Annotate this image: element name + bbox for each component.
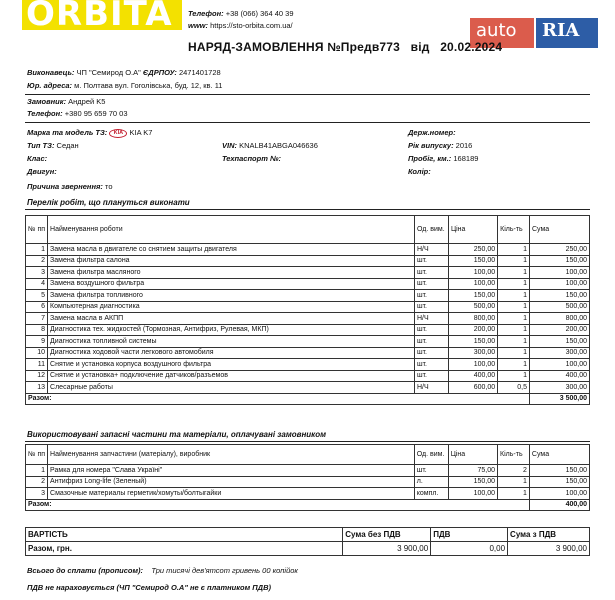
customer-phone-label: Телефон: <box>27 109 63 118</box>
divider <box>25 122 590 123</box>
works-cell: 2 <box>26 255 48 267</box>
logo-text: ORBITA <box>26 0 173 30</box>
parts-cell: Антифриз Long-life (Зеленый) <box>48 476 415 488</box>
works-cell: 1 <box>498 290 530 302</box>
parts-cell: 2 <box>26 476 48 488</box>
works-total-label: Разом: <box>26 393 530 405</box>
works-cell: 3 <box>26 267 48 279</box>
works-body <box>26 244 590 394</box>
parts-table <box>25 444 590 511</box>
parts-cell: 1 <box>498 476 530 488</box>
no-vat-label: Сума без ПДВ <box>345 530 401 539</box>
works-cell: 100,00 <box>448 278 497 290</box>
divider <box>25 94 590 95</box>
works-row <box>26 290 590 302</box>
works-cell: шт. <box>414 290 448 302</box>
customer-phone-line <box>27 109 128 119</box>
parts-cell: 1 <box>26 465 48 477</box>
works-cell: 100,00 <box>529 278 589 290</box>
contractor-line <box>27 68 221 78</box>
vehicle-engine-line <box>27 167 57 177</box>
works-cell: 7 <box>26 313 48 325</box>
works-row <box>26 347 590 359</box>
contractor-name: ЧП "Семирод О.А" <box>76 68 141 77</box>
col-unit: Од. вим. <box>414 216 448 244</box>
company-contacts <box>188 8 294 32</box>
works-cell: 1 <box>498 278 530 290</box>
works-cell: Компьютерная диагностика <box>48 301 415 313</box>
site-label: www: <box>188 21 208 30</box>
works-cell: Н/Ч <box>414 313 448 325</box>
works-cell: 200,00 <box>529 324 589 336</box>
vin-label: VIN: <box>222 141 237 150</box>
col-qty: Кіль-ть <box>498 445 530 465</box>
works-cell: 150,00 <box>529 290 589 302</box>
edrpou-value: 2471401728 <box>178 68 221 77</box>
engine-label: Двигун: <box>27 167 57 176</box>
works-cell: Замена масла в АКПП <box>48 313 415 325</box>
parts-cell: Рамка для номера "Слава Україні" <box>48 465 415 477</box>
reason-value: то <box>105 182 113 191</box>
address-label: Юр. адреса: <box>27 81 73 90</box>
autoria-left: auto <box>470 18 534 48</box>
year-value: 2016 <box>455 141 473 150</box>
works-cell: 4 <box>26 278 48 290</box>
works-cell: 500,00 <box>448 301 497 313</box>
works-total-row <box>26 393 590 405</box>
to-pay-line <box>27 566 298 576</box>
works-cell: 250,00 <box>529 244 589 256</box>
parts-row <box>26 476 590 488</box>
works-row <box>26 313 590 325</box>
col-qty: Кіль-ть <box>498 216 530 244</box>
vehicle-model: KIA K7 <box>129 128 153 137</box>
works-cell: шт. <box>414 255 448 267</box>
with-vat-label: Сума з ПДВ <box>510 530 557 539</box>
works-cell: 1 <box>498 370 530 382</box>
col-name: Найменування запчастини (матеріалу), виробник <box>48 445 415 465</box>
type-label: Тип ТЗ: <box>27 141 55 150</box>
works-cell: 150,00 <box>529 255 589 267</box>
works-cell: Снятие и установка+ подключение датчиков/разъемов <box>48 370 415 382</box>
col-sum: Сума <box>529 445 589 465</box>
works-row <box>26 382 590 394</box>
col-price: Ціна <box>448 445 497 465</box>
address-value: м. Полтава вул. Гоголівська, буд. 12, кв. 11 <box>74 81 223 90</box>
works-cell: 13 <box>26 382 48 394</box>
parts-body <box>26 465 590 500</box>
mileage-value: 168189 <box>453 154 479 163</box>
works-cell: 500,00 <box>529 301 589 313</box>
color-label: Колір: <box>408 167 431 176</box>
customer-label: Замовник: <box>27 97 67 106</box>
parts-cell: Смазочные материалы герметик/хомуты/болтыгайки <box>48 488 415 500</box>
parts-cell: 150,00 <box>448 476 497 488</box>
works-cell: 150,00 <box>448 336 497 348</box>
works-cell: 200,00 <box>448 324 497 336</box>
works-row <box>26 324 590 336</box>
phone-label: Телефон: <box>188 9 224 18</box>
works-cell: шт. <box>414 359 448 371</box>
vehicle-class-line <box>27 154 47 164</box>
cost-label: ВАРТІСТЬ <box>28 530 68 539</box>
col-num: № пп <box>26 216 48 244</box>
parts-cell: 100,00 <box>448 488 497 500</box>
col-sum: Сума <box>529 216 589 244</box>
works-cell: 6 <box>26 301 48 313</box>
vat-value: 0,00 <box>431 542 508 556</box>
reason-label: Причина звернення: <box>27 182 103 191</box>
works-cell: шт. <box>414 347 448 359</box>
works-cell: 100,00 <box>448 267 497 279</box>
works-cell: шт. <box>414 336 448 348</box>
parts-row <box>26 465 590 477</box>
vin-value: KNALB41ABGA046636 <box>239 141 318 150</box>
vehicle-model-line <box>27 128 152 138</box>
parts-row <box>26 488 590 500</box>
works-cell: 150,00 <box>448 290 497 302</box>
title-prefix: НАРЯД-ЗАМОВЛЕННЯ №Предв773 <box>188 40 401 54</box>
customer-line <box>27 97 105 107</box>
address-line <box>27 81 222 91</box>
works-cell: шт. <box>414 370 448 382</box>
works-cell: 11 <box>26 359 48 371</box>
works-cell: 1 <box>498 255 530 267</box>
parts-cell: 100,00 <box>529 488 589 500</box>
parts-cell: 2 <box>498 465 530 477</box>
works-row <box>26 244 590 256</box>
works-cell: шт. <box>414 324 448 336</box>
works-row <box>26 301 590 313</box>
works-cell: 1 <box>498 324 530 336</box>
works-cell: Диагностика топливной системы <box>48 336 415 348</box>
works-cell: 300,00 <box>448 347 497 359</box>
works-row <box>26 359 590 371</box>
mileage-line <box>408 154 478 164</box>
works-cell: шт. <box>414 278 448 290</box>
divider <box>25 209 590 210</box>
no-vat-value: 3 900,00 <box>343 542 431 556</box>
works-cell: 1 <box>26 244 48 256</box>
works-cell: 5 <box>26 290 48 302</box>
col-num: № пп <box>26 445 48 465</box>
works-cell: 800,00 <box>529 313 589 325</box>
works-cell: 9 <box>26 336 48 348</box>
works-cell: 10 <box>26 347 48 359</box>
summary-header-row <box>26 528 590 542</box>
class-label: Клас: <box>27 154 48 163</box>
autoria-right: RIA <box>536 18 598 48</box>
summary-total-label: Разом, грн. <box>28 544 72 553</box>
works-cell: 250,00 <box>448 244 497 256</box>
color-line <box>408 167 431 177</box>
works-row <box>26 255 590 267</box>
works-cell: Замена фильтра салона <box>48 255 415 267</box>
works-header-row <box>26 216 590 244</box>
edrpou-label: ЄДРПОУ: <box>142 68 177 77</box>
parts-header-row <box>26 445 590 465</box>
col-price: Ціна <box>448 216 497 244</box>
vehicle-type-line <box>27 141 79 151</box>
plate-line <box>408 128 456 138</box>
works-cell: 12 <box>26 370 48 382</box>
works-cell: 0,5 <box>498 382 530 394</box>
works-cell: 300,00 <box>529 382 589 394</box>
works-cell: шт. <box>414 267 448 279</box>
works-row <box>26 278 590 290</box>
works-cell: шт. <box>414 301 448 313</box>
passport-line <box>222 154 281 164</box>
year-line <box>408 141 472 151</box>
works-cell: Н/Ч <box>414 244 448 256</box>
works-table <box>25 215 590 405</box>
works-cell: 1 <box>498 301 530 313</box>
vin-line <box>222 141 318 151</box>
title-from: від <box>410 40 430 54</box>
parts-cell: 3 <box>26 488 48 500</box>
works-cell: 100,00 <box>448 359 497 371</box>
works-cell: 1 <box>498 359 530 371</box>
parts-total-row <box>26 499 590 511</box>
col-name: Найменування роботи <box>48 216 415 244</box>
works-cell: Замена масла в двигателе со снятием защиты двигателя <box>48 244 415 256</box>
vat-note: ПДВ не нараховується (ЧП "Семирод О.А" не є платником ПДВ) <box>27 583 271 592</box>
to-pay-words: Три тисячі дев'ятсот гривень 00 копійок <box>151 566 298 575</box>
works-cell: 8 <box>26 324 48 336</box>
works-row <box>26 370 590 382</box>
works-row <box>26 336 590 348</box>
works-cell: 1 <box>498 267 530 279</box>
document-date: 20.02.2024 <box>440 40 503 54</box>
document-title <box>188 40 502 54</box>
company-phone: +38 (066) 364 40 39 <box>225 9 294 18</box>
works-cell: 1 <box>498 313 530 325</box>
parts-cell: 1 <box>498 488 530 500</box>
company-site[interactable]: https://sto-orbita.com.ua/ <box>210 21 293 30</box>
parts-total-label: Разом: <box>26 499 530 511</box>
works-cell: 1 <box>498 347 530 359</box>
parts-section-title: Використовувані запасні частини та матеріали, оплачувані замовником <box>27 430 327 439</box>
customer-phone: +380 95 659 70 03 <box>64 109 128 118</box>
parts-cell: 75,00 <box>448 465 497 477</box>
parts-cell: л. <box>414 476 448 488</box>
company-logo <box>22 0 182 30</box>
works-cell: 100,00 <box>529 359 589 371</box>
works-cell: Слесарные работы <box>48 382 415 394</box>
model-label: Марка та модель ТЗ: <box>27 128 108 137</box>
with-vat-value: 3 900,00 <box>508 542 590 556</box>
parts-cell: 150,00 <box>529 465 589 477</box>
passport-label: Техпаспорт №: <box>222 154 282 163</box>
works-cell: 400,00 <box>529 370 589 382</box>
customer-name: Андрей K5 <box>68 97 106 106</box>
works-cell: 1 <box>498 336 530 348</box>
works-cell: Снятие и установка корпуса воздушного фильтра <box>48 359 415 371</box>
works-cell: 100,00 <box>529 267 589 279</box>
parts-cell: компл. <box>414 488 448 500</box>
plate-label: Держ.номер: <box>408 128 456 137</box>
works-cell: Н/Ч <box>414 382 448 394</box>
works-cell: 150,00 <box>529 336 589 348</box>
works-cell: 150,00 <box>448 255 497 267</box>
vehicle-type: Седан <box>56 141 79 150</box>
summary-value-row <box>26 542 590 556</box>
works-section-title: Перелік робіт, що плануться виконати <box>27 198 190 207</box>
works-cell: 300,00 <box>529 347 589 359</box>
works-cell: Замена фильтра топливного <box>48 290 415 302</box>
works-cell: Замена фильтра масляного <box>48 267 415 279</box>
reason-line <box>27 182 113 192</box>
mileage-label: Пробіг, км.: <box>408 154 452 163</box>
to-pay-label: Всього до сплати (прописом): <box>27 566 144 575</box>
vat-label: ПДВ <box>433 530 451 539</box>
works-row <box>26 267 590 279</box>
contractor-label: Виконавець: <box>27 68 75 77</box>
works-cell: Замена воздушного фильтра <box>48 278 415 290</box>
works-cell: Диагностика ходовой части легкового автомобиля <box>48 347 415 359</box>
works-cell: 400,00 <box>448 370 497 382</box>
parts-cell: шт. <box>414 465 448 477</box>
col-unit: Од. вим. <box>414 445 448 465</box>
divider <box>25 441 590 442</box>
parts-total-value: 400,00 <box>529 499 589 511</box>
year-label: Рік випуску: <box>408 141 454 150</box>
summary-table <box>25 527 590 556</box>
works-cell: 1 <box>498 244 530 256</box>
works-cell: Диагностика тех. жидкостей (Тормозная, Антифриз, Рулевая, МКП) <box>48 324 415 336</box>
works-cell: 800,00 <box>448 313 497 325</box>
works-total-value: 3 500,00 <box>529 393 589 405</box>
parts-cell: 150,00 <box>529 476 589 488</box>
kia-logo-icon: KIA <box>109 129 127 138</box>
works-cell: 600,00 <box>448 382 497 394</box>
